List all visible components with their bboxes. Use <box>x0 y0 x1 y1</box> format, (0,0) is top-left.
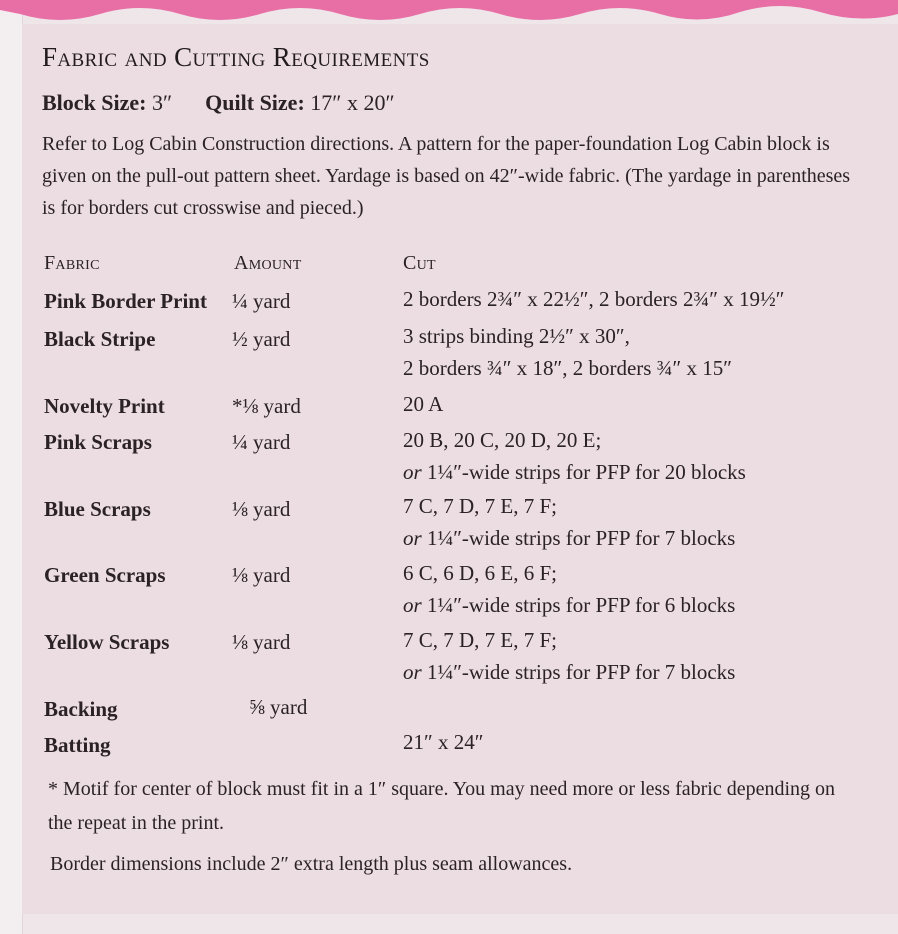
cut-or: or <box>403 593 422 617</box>
row-amount-black-stripe: ½ yard <box>232 327 291 351</box>
row-fabric-black-stripe: Black Stripe <box>44 327 156 351</box>
cut-line-1: 2 borders 2¾″ x 22½″, 2 borders 2¾″ x 19½″ <box>403 287 785 311</box>
cut-line-1: 21″ x 24″ <box>403 730 484 754</box>
quilt-size-value: 17″ x 20″ <box>310 90 395 115</box>
cut-line-1: 7 C, 7 D, 7 E, 7 F; <box>403 628 558 652</box>
row-amount-backing: ⅝ yard <box>249 695 308 719</box>
cut-line-1: 3 strips binding 2½″ x 30″, <box>403 324 630 348</box>
row-cut-novelty-print <box>403 388 443 420</box>
row-amount-novelty-print: *⅛ yard <box>232 394 301 418</box>
row-fabric-yellow-scraps: Yellow Scraps <box>44 630 170 654</box>
cut-line-2: 1¼″-wide strips for PFP for 7 blocks <box>426 660 736 684</box>
border-note: Border dimensions include 2″ extra length plus seam allowances. <box>50 853 573 875</box>
row-amount-yellow-scraps: ⅛ yard <box>232 630 291 654</box>
row-amount-pink-scraps: ¼ yard <box>232 430 291 454</box>
row-cut-blue-scraps <box>403 490 735 554</box>
row-cut-black-stripe <box>403 320 732 384</box>
footnote: * Motif for center of block must fit in a 1″ square. You may need more or less fabric depending on the repeat in the print. <box>48 778 836 834</box>
cut-line-2: 2 borders ¾″ x 18″, 2 borders ¾″ x 15″ <box>403 356 732 380</box>
header-cut: Cut <box>403 252 436 274</box>
block-size-value: 3″ <box>152 90 173 115</box>
row-fabric-pink-scraps: Pink Scraps <box>44 430 152 454</box>
row-cut-pink-scraps <box>403 424 746 488</box>
row-cut-pink-border-print <box>403 283 784 315</box>
cut-line-1: 7 C, 7 D, 7 E, 7 F; <box>403 494 558 518</box>
page-margin <box>0 0 23 934</box>
row-fabric-novelty-print: Novelty Print <box>44 394 165 418</box>
cut-or: or <box>403 526 422 550</box>
header-fabric: Fabric <box>44 252 100 274</box>
cut-or: or <box>403 660 422 684</box>
row-fabric-backing: Backing <box>44 697 118 721</box>
cut-line-1: 20 B, 20 C, 20 D, 20 E; <box>403 428 602 452</box>
row-amount-blue-scraps: ⅛ yard <box>232 497 291 521</box>
cut-line-2: 1¼″-wide strips for PFP for 20 blocks <box>426 460 746 484</box>
cut-or: or <box>403 460 422 484</box>
row-fabric-pink-border-print: Pink Border Print <box>44 289 207 313</box>
cut-line-2: 1¼″-wide strips for PFP for 7 blocks <box>426 526 736 550</box>
row-cut-batting <box>403 726 484 758</box>
header-amount: Amount <box>234 252 302 274</box>
cut-line-2: 1¼″-wide strips for PFP for 6 blocks <box>426 593 736 617</box>
intro-paragraph: Refer to Log Cabin Construction directions. A pattern for the paper-foundation Log Cabin block is given on the pull-out pattern sheet. Yardage is based on 42″-wide fabric. (The yardage in parentheses is for borders cut crosswise and pieced.) <box>42 133 851 219</box>
row-fabric-green-scraps: Green Scraps <box>44 563 166 587</box>
row-amount-green-scraps: ⅛ yard <box>232 563 291 587</box>
row-fabric-blue-scraps: Blue Scraps <box>44 497 151 521</box>
quilt-size-label: Quilt Size: <box>205 90 305 115</box>
size-line <box>42 90 395 116</box>
block-size-label: Block Size: <box>42 90 147 115</box>
cut-line-1: 20 A <box>403 392 444 416</box>
row-fabric-batting: Batting <box>44 733 111 757</box>
page-title: Fabric and Cutting Requirements <box>42 42 430 72</box>
pink-scallop-border <box>0 0 898 30</box>
row-amount-pink-border-print: ¼ yard <box>232 289 291 313</box>
cut-line-1: 6 C, 6 D, 6 E, 6 F; <box>403 561 558 585</box>
row-cut-yellow-scraps <box>403 624 735 688</box>
row-cut-green-scraps <box>403 557 735 621</box>
